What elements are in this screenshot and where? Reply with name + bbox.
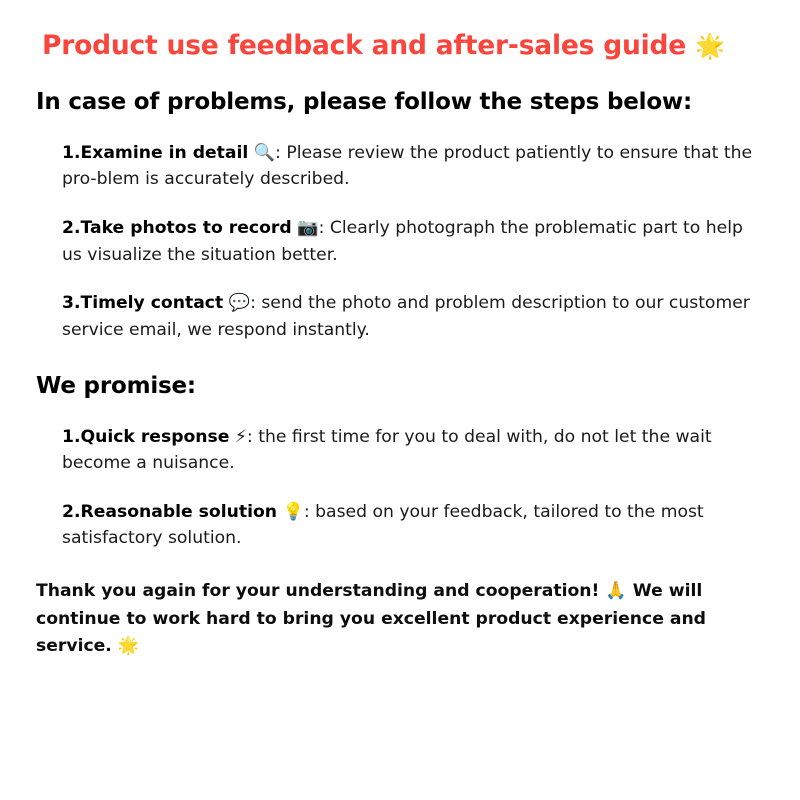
closing-paragraph bbox=[36, 578, 752, 661]
promise-heading: We promise: bbox=[36, 372, 196, 399]
light-bulb-icon: 💡 bbox=[282, 501, 304, 522]
problem-step-2-lead: 2.Take photos to record bbox=[62, 218, 292, 238]
problem-step-3-body: : send the photo and problem description to our customer service email, we respond instantly. bbox=[62, 293, 750, 340]
folded-hands-icon: 🙏 bbox=[605, 581, 627, 602]
promise-step-2 bbox=[62, 499, 764, 552]
camera-icon: 📷 bbox=[297, 218, 319, 238]
magnifier-icon: 🔍 bbox=[253, 142, 276, 163]
problem-step-1 bbox=[62, 140, 764, 193]
page-title-text: Product use feedback and after-sales guide bbox=[42, 30, 687, 61]
promise-step-2-body: : based on your feedback, tailored to the most satisfactory solution. bbox=[62, 501, 704, 549]
problem-step-2 bbox=[62, 215, 764, 268]
promise-step-1-lead: 1.Quick response bbox=[62, 426, 230, 447]
page-title bbox=[42, 30, 764, 62]
lightning-icon: ⚡ bbox=[234, 426, 247, 447]
sparkle-icon-closing: 🌟 bbox=[117, 636, 140, 657]
problem-step-3 bbox=[62, 290, 764, 343]
problem-step-2-body: : Clearly photograph the problematic part to help us visualize the situation better. bbox=[62, 218, 743, 265]
problem-step-1-body: : Please review the product patiently to ensure that the pro-blem is accurately described. bbox=[62, 142, 753, 190]
promise-step-2-lead: 2.Reasonable solution bbox=[62, 501, 278, 522]
sparkle-icon: 🌟 bbox=[695, 32, 725, 60]
problem-step-3-lead: 3.Timely contact bbox=[62, 293, 224, 314]
problem-step-1-lead: 1.Examine in detail bbox=[62, 142, 249, 163]
closing-part-1: Thank you again for your understanding and cooperation! bbox=[36, 581, 600, 602]
promise-step-1-body: : the first time for you to deal with, do not let the wait become a nuisance. bbox=[62, 426, 712, 474]
promise-step-1 bbox=[62, 424, 764, 477]
problems-heading: In case of problems, please follow the steps below: bbox=[36, 88, 692, 115]
closing-part-2: We will continue to work hard to bring you excellent product experience and service. bbox=[36, 581, 706, 657]
speech-balloon-icon: 💬 bbox=[228, 293, 251, 314]
